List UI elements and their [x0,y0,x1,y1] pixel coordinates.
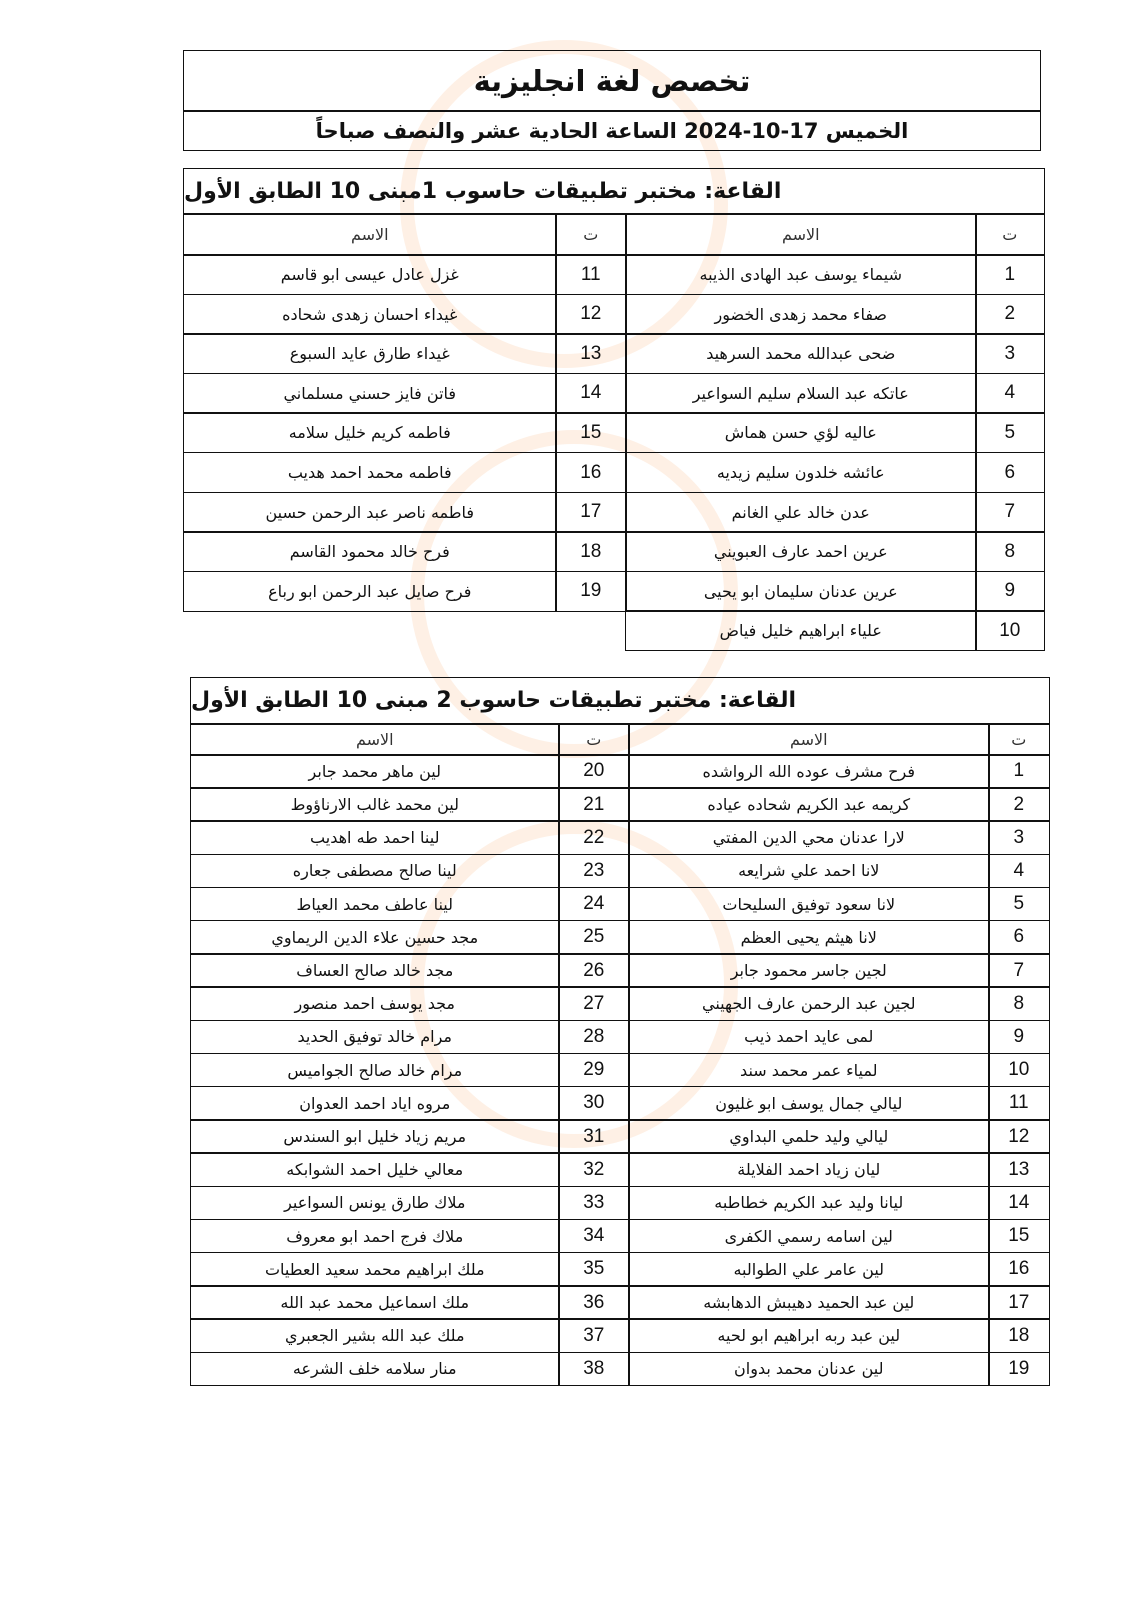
column-header-number: ت [555,213,627,256]
column-header-name: الاسم [625,213,977,256]
student-number: 30 [558,1086,630,1121]
student-name: عرين احمد عارف العبويني [625,531,977,572]
student-number: 35 [558,1252,630,1287]
student-number: 25 [558,920,630,955]
student-number: 9 [988,1020,1050,1055]
student-number: 19 [988,1352,1050,1387]
student-name: لين محمد غالب الارناؤوط [190,787,560,822]
document-title: تخصص لغة انجليزية [183,50,1041,112]
student-name: غزل عادل عيسى ابو قاسم [183,254,557,295]
student-number: 5 [988,887,1050,922]
student-name: علياء ابراهيم خليل فياض [625,610,977,651]
student-number: 15 [988,1219,1050,1254]
student-name: ليان زياد احمد الفلايلة [628,1152,990,1187]
student-number: 6 [975,452,1045,493]
student-number: 1 [988,754,1050,789]
student-name: عدن خالد علي الغانم [625,492,977,533]
student-number: 13 [988,1152,1050,1187]
student-number: 18 [555,531,627,572]
student-number: 6 [988,920,1050,955]
student-number: 32 [558,1152,630,1187]
student-name: مجد خالد صالح العساف [190,953,560,988]
student-number: 7 [988,953,1050,988]
student-number: 31 [558,1119,630,1154]
student-number: 38 [558,1352,630,1387]
student-number: 14 [555,373,627,414]
student-name: لين اسامه رسمي الكفرى [628,1219,990,1254]
student-number: 14 [988,1186,1050,1221]
student-number: 12 [988,1119,1050,1154]
student-name: ضحى عبدالله محمد السرهيد [625,333,977,374]
student-number: 7 [975,492,1045,533]
student-name: لينا احمد طه اهديب [190,820,560,855]
student-name: كريمه عبد الكريم شحاده عياده [628,787,990,822]
student-number: 4 [975,373,1045,414]
column-header-number: ت [558,723,630,756]
column-header-name: الاسم [183,213,557,256]
student-name: لارا عدنان محي الدين المفتي [628,820,990,855]
student-name: ملك عبد الله بشير الجعبري [190,1318,560,1353]
student-number: 10 [988,1053,1050,1088]
student-name: مروه اياد احمد العدوان [190,1086,560,1121]
student-number: 16 [988,1252,1050,1287]
student-name: فرح مشرف عوده الله الرواشده [628,754,990,789]
student-name: فاتن فايز حسني مسلماني [183,373,557,414]
student-number: 11 [988,1086,1050,1121]
student-name: مجد حسين علاء الدين الريماوي [190,920,560,955]
student-name: شيماء يوسف عبد الهادى الذيبه [625,254,977,295]
student-number: 36 [558,1285,630,1320]
student-number: 2 [975,294,1045,335]
student-name: لمياء عمر محمد سند [628,1053,990,1088]
student-number: 2 [988,787,1050,822]
student-name: فاطمه محمد احمد هديب [183,452,557,493]
student-number: 11 [555,254,627,295]
exam-date-line: الخميس 17-10-2024 الساعة الحادية عشر والنصف صباحاً [183,110,1041,151]
student-name: لانا احمد علي شرايعه [628,854,990,889]
student-number: 21 [558,787,630,822]
column-header-number: ت [975,213,1045,256]
student-name: ليالي وليد حلمي البداوي [628,1119,990,1154]
student-number: 23 [558,854,630,889]
student-name: لين عبد الحميد دهيبش الدهابشه [628,1285,990,1320]
student-name: ليالي جمال يوسف ابو غليون [628,1086,990,1121]
student-name: غيداء طارق عايد السبوع [183,333,557,374]
student-number: 34 [558,1219,630,1254]
student-number: 17 [555,492,627,533]
student-name: لجين جاسر محمود جابر [628,953,990,988]
student-name: مرام خالد صالح الجواميس [190,1053,560,1088]
student-name: ملك اسماعيل محمد عبد الله [190,1285,560,1320]
column-header-name: الاسم [628,723,990,756]
student-name: مريم زياد خليل ابو السندس [190,1119,560,1154]
student-name: ملاك طارق يونس السواعير [190,1186,560,1221]
student-number: 26 [558,953,630,988]
student-name: عرين عدنان سليمان ابو يحيى [625,571,977,612]
student-number: 24 [558,887,630,922]
student-name: لين عامر علي الطوالبه [628,1252,990,1287]
student-number: 33 [558,1186,630,1221]
student-name: منار سلامه خلف الشرعه [190,1352,560,1387]
student-number: 17 [988,1285,1050,1320]
student-number: 20 [558,754,630,789]
student-name: لانا هيثم يحيى العظم [628,920,990,955]
student-name: لانا سعود توفيق السليحات [628,887,990,922]
student-name: لين ماهر محمد جابر [190,754,560,789]
student-name: ملاك فرج احمد ابو معروف [190,1219,560,1254]
student-number: 5 [975,412,1045,453]
student-name: ليانا وليد عبد الكريم خطاطبه [628,1186,990,1221]
student-name: لين عبد ربه ابراهيم ابو لحيه [628,1318,990,1353]
student-name: ملك ابراهيم محمد سعيد العطيات [190,1252,560,1287]
student-name: عائشه خلدون سليم زيديه [625,452,977,493]
student-name: صفاء محمد زهدى الخضور [625,294,977,335]
student-name: فرح صايل عبد الرحمن ابو رباع [183,571,557,612]
student-number: 3 [975,333,1045,374]
student-name: لجين عبد الرحمن عارف الجهيني [628,986,990,1021]
student-number: 19 [555,571,627,612]
student-number: 3 [988,820,1050,855]
student-number: 9 [975,571,1045,612]
student-number: 16 [555,452,627,493]
student-number: 10 [975,610,1045,651]
student-name: عاليه لؤي حسن هماش [625,412,977,453]
student-name: مجد يوسف احمد منصور [190,986,560,1021]
room-title: القاعة: مختبر تطبيقات حاسوب 2 مبنى 10 الطابق الأول [190,677,1050,725]
student-number: 22 [558,820,630,855]
column-header-name: الاسم [190,723,560,756]
student-number: 29 [558,1053,630,1088]
student-number: 1 [975,254,1045,295]
student-name: غيداء احسان زهدى شحاده [183,294,557,335]
student-number: 12 [555,294,627,335]
student-number: 18 [988,1318,1050,1353]
student-name: لينا صالح مصطفى جعاره [190,854,560,889]
student-number: 8 [988,986,1050,1021]
student-number: 15 [555,412,627,453]
student-name: فاطمه كريم خليل سلامه [183,412,557,453]
student-number: 13 [555,333,627,374]
student-name: معالي خليل احمد الشوابكه [190,1152,560,1187]
student-name: فاطمه ناصر عبد الرحمن حسين [183,492,557,533]
student-name: لينا عاطف محمد العياط [190,887,560,922]
room-title: القاعة: مختبر تطبيقات حاسوب 1مبنى 10 الطابق الأول [183,168,1045,215]
student-name: عاتكه عبد السلام سليم السواعير [625,373,977,414]
student-number: 27 [558,986,630,1021]
student-number: 28 [558,1020,630,1055]
student-name: فرح خالد محمود القاسم [183,531,557,572]
column-header-number: ت [988,723,1050,756]
student-number: 37 [558,1318,630,1353]
student-name: لين عدنان محمد بدوان [628,1352,990,1387]
student-name: مرام خالد توفيق الحديد [190,1020,560,1055]
student-name: لمى عايد احمد ذيب [628,1020,990,1055]
student-number: 8 [975,531,1045,572]
student-number: 4 [988,854,1050,889]
